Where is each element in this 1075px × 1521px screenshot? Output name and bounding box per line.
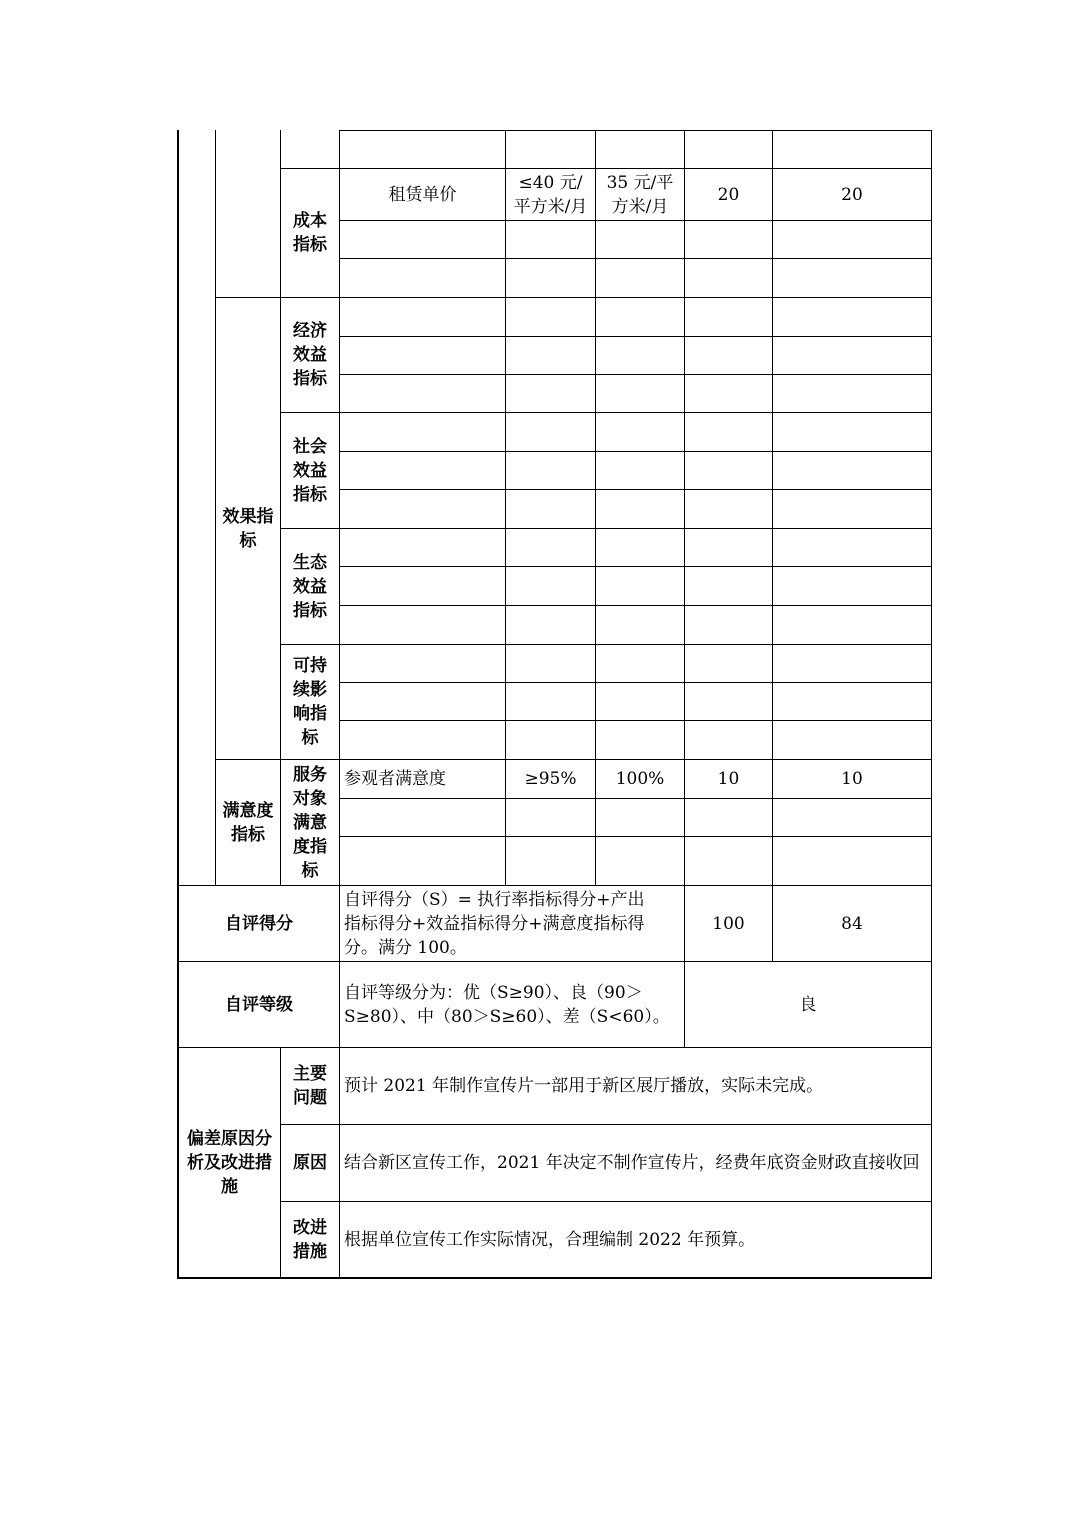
service-satisfaction-category: 服务 对象 满意 度指 标 xyxy=(293,764,327,881)
social-benefit-category: 社会 效益 指标 xyxy=(293,436,327,505)
reason-label: 原因 xyxy=(293,1153,327,1173)
main-problem-label: 主要 问题 xyxy=(293,1064,327,1108)
self-grade-description: 自评等级分为：优（S≥90）、良（90＞S≥80）、中（80＞S≥60）、差（S<60）。 xyxy=(344,982,670,1027)
cost-indicator-category: 成本 指标 xyxy=(293,211,327,255)
cost-indicator-actual: 35 元/平 方米/月 xyxy=(606,172,674,217)
cost-indicator-target: ≤40 元/ 平方米/月 xyxy=(513,172,588,217)
deviation-analysis-label: 偏差原因分 析及改进措 施 xyxy=(187,1128,272,1197)
self-score-value: 84 xyxy=(841,913,863,934)
satisfaction-indicator-target: ≥95% xyxy=(524,769,577,789)
effect-indicator-title: 效果指 标 xyxy=(222,506,274,551)
satisfaction-indicator-weight: 10 xyxy=(717,769,740,789)
satisfaction-indicator-name: 参观者满意度 xyxy=(344,769,446,789)
sustainable-impact-category: 可持 续影 响指 标 xyxy=(293,656,327,748)
main-problem-text: 预计 2021 年制作宣传片一部用于新区展厅播放，实际未完成。 xyxy=(344,1076,824,1096)
improvement-measure-text: 根据单位宣传工作实际情况，合理编制 2022 年预算。 xyxy=(344,1229,756,1250)
economic-benefit-category: 经济 效益 指标 xyxy=(293,321,327,389)
self-score-description: 自评得分（S）= 执行率指标得分+产出指标得分+效益指标得分+满意度指标得分。满分 100。 xyxy=(344,889,645,958)
cost-indicator-score: 20 xyxy=(841,184,863,205)
satisfaction-indicator-actual: 100% xyxy=(615,769,665,789)
self-grade-value: 良 xyxy=(799,994,817,1015)
ecological-benefit-category: 生态 效益 指标 xyxy=(293,552,327,621)
self-grade-label: 自评等级 xyxy=(225,994,293,1015)
self-score-full: 100 xyxy=(712,913,745,934)
cost-indicator-name: 租赁单价 xyxy=(388,184,457,205)
improvement-measure-label: 改进 措施 xyxy=(293,1217,327,1262)
cost-indicator-weight: 20 xyxy=(717,184,740,205)
self-score-label: 自评得分 xyxy=(225,913,293,934)
satisfaction-indicator-score: 10 xyxy=(841,769,863,789)
satisfaction-indicator-title: 满意度 指标 xyxy=(222,800,274,845)
reason-text: 结合新区宣传工作，2021 年决定不制作宣传片，经费年底资金财政直接收回 xyxy=(344,1153,920,1173)
